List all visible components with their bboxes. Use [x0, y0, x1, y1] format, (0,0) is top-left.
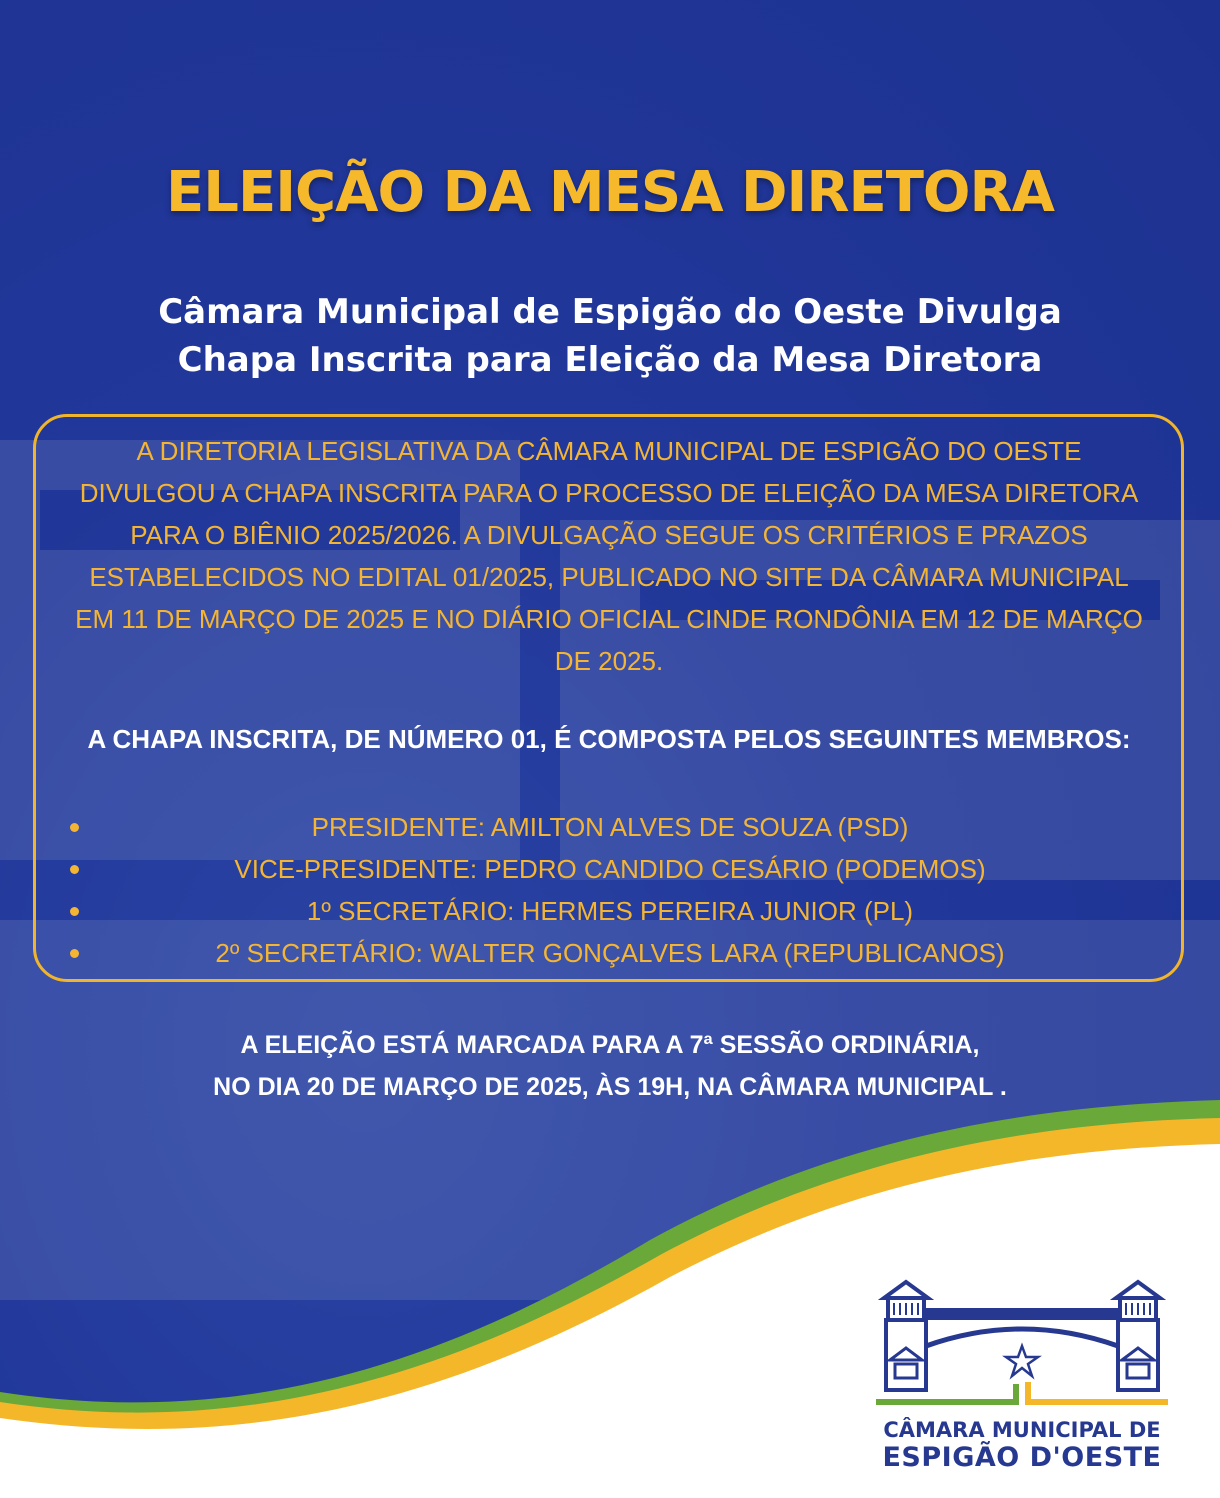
- member-text: 2º SECRETÁRIO: WALTER GONÇALVES LARA (REPUBLICANOS): [215, 938, 1005, 968]
- election-info-line-2: NO DIA 20 DE MARÇO DE 2025, ÀS 19H, NA CÂMARA MUNICIPAL .: [213, 1073, 1007, 1101]
- list-item: [60, 848, 1160, 890]
- intro-line: A DIRETORIA LEGISLATIVA DA CÂMARA MUNICIPAL DE ESPIGÃO DO OESTE: [136, 436, 1082, 466]
- member-text: VICE-PRESIDENTE: PEDRO CANDIDO CESÁRIO (PODEMOS): [234, 854, 986, 884]
- member-text: 1º SECRETÁRIO: HERMES PEREIRA JUNIOR (PL): [306, 896, 914, 926]
- bullet-icon: [70, 823, 79, 832]
- intro-line: DE 2025.: [554, 646, 664, 676]
- list-item: [60, 932, 1160, 974]
- camara-logo: [876, 1276, 1168, 1416]
- members-list: [60, 806, 1160, 974]
- intro-line: ESTABELECIDOS NO EDITAL 01/2025, PUBLICADO NO SITE DA CÂMARA MUNICIPAL: [89, 562, 1129, 592]
- logo-text-line-2: ESPIGÃO D'OESTE: [882, 1442, 1162, 1473]
- subtitle-line-2: Chapa Inscrita para Eleição da Mesa Diretora: [177, 340, 1043, 380]
- intro-line: PARA O BIÊNIO 2025/2026. A DIVULGAÇÃO SEGUE OS CRITÉRIOS E PRAZOS: [130, 520, 1088, 550]
- intro-paragraph: [44, 430, 1174, 682]
- list-item: [60, 806, 1160, 848]
- bullet-icon: [70, 949, 79, 958]
- list-item: [60, 890, 1160, 932]
- subtitle-line-1: Câmara Municipal de Espigão do Oeste Divulga: [158, 292, 1062, 332]
- members-heading: A CHAPA INSCRITA, DE NÚMERO 01, É COMPOSTA PELOS SEGUINTES MEMBROS:: [87, 724, 1131, 754]
- member-text: PRESIDENTE: AMILTON ALVES DE SOUZA (PSD): [311, 812, 909, 842]
- intro-line: EM 11 DE MARÇO DE 2025 E NO DIÁRIO OFICIAL CINDE RONDÔNIA EM 12 DE MARÇO: [75, 604, 1143, 634]
- election-info: [0, 1024, 1220, 1108]
- intro-line: DIVULGOU A CHAPA INSCRITA PARA O PROCESSO DE ELEIÇÃO DA MESA DIRETORA: [79, 478, 1139, 508]
- bullet-icon: [70, 865, 79, 874]
- page-title: ELEIÇÃO DA MESA DIRETORA: [166, 160, 1054, 225]
- subtitle: [60, 288, 1160, 384]
- election-info-line-1: A ELEIÇÃO ESTÁ MARCADA PARA A 7ª SESSÃO ORDINÁRIA,: [240, 1031, 980, 1059]
- bullet-icon: [70, 907, 79, 916]
- logo-text-line-1: CÂMARA MUNICIPAL DE: [883, 1418, 1161, 1442]
